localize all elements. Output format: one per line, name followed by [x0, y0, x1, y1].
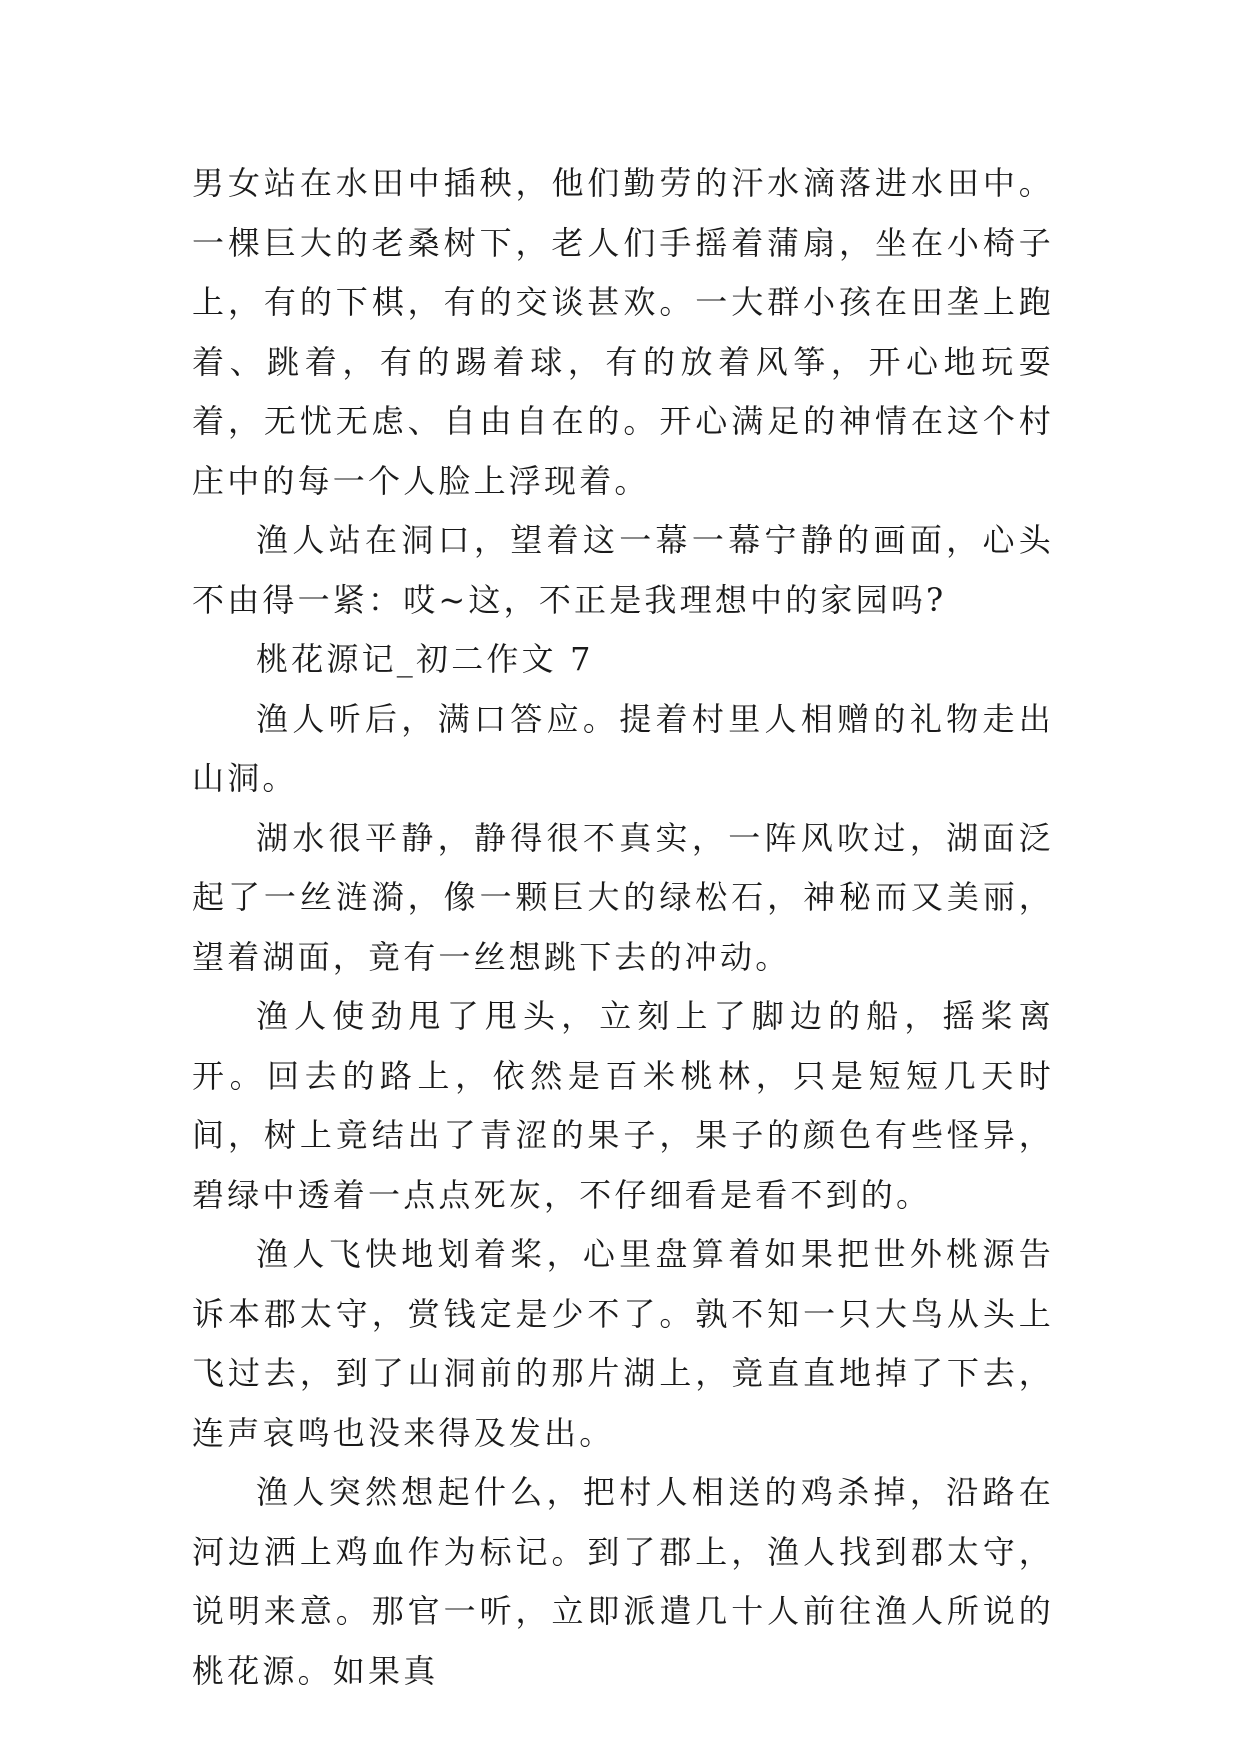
paragraph-5: 渔人使劲甩了甩头，立刻上了脚边的船，摇桨离开。回去的路上，依然是百米桃林，只是短短几天时间，树上竟结出了青涩的果子，果子的颜色有些怪异，碧绿中透着一点点死灰，不仔细看是看不到的。	[192, 997, 1054, 1214]
document-body	[192, 154, 1054, 1701]
paragraph-1: 男女站在水田中插秧，他们勤劳的汗水滴落进水田中。一棵巨大的老桑树下，老人们手摇着蒲扇，坐在小椅子上，有的下棋，有的交谈甚欢。一大群小孩在田垄上跑着、跳着，有的踢着球，有的放着风筝，开心地玩耍着，无忧无虑、自由自在的。开心满足的神情在这个村庄中的每一个人脸上浮现着。	[192, 164, 1054, 500]
section-heading: 桃花源记_初二作文 7	[256, 640, 594, 678]
paragraph-2: 渔人站在洞口，望着这一幕一幕宁静的画面，心头不由得一紧：哎~这，不正是我理想中的家园吗?	[192, 521, 1054, 619]
paragraph-4: 湖水很平静，静得很不真实，一阵风吹过，湖面泛起了一丝涟漪，像一颗巨大的绿松石，神秘而又美丽，望着湖面，竟有一丝想跳下去的冲动。	[192, 818, 1054, 976]
paragraph-3: 渔人听后，满口答应。提着村里人相赠的礼物走出山洞。	[192, 699, 1054, 797]
paragraph-6: 渔人飞快地划着桨，心里盘算着如果把世外桃源告诉本郡太守，赏钱定是少不了。孰不知一只大鸟从头上飞过去，到了山洞前的那片湖上，竟直直地掉了下去，连声哀鸣也没来得及发出。	[192, 1235, 1054, 1452]
paragraph-7: 渔人突然想起什么，把村人相送的鸡杀掉，沿路在河边洒上鸡血作为标记。到了郡上，渔人找到郡太守，说明来意。那官一听，立即派遣几十人前往渔人所说的桃花源。如果真	[192, 1473, 1054, 1690]
